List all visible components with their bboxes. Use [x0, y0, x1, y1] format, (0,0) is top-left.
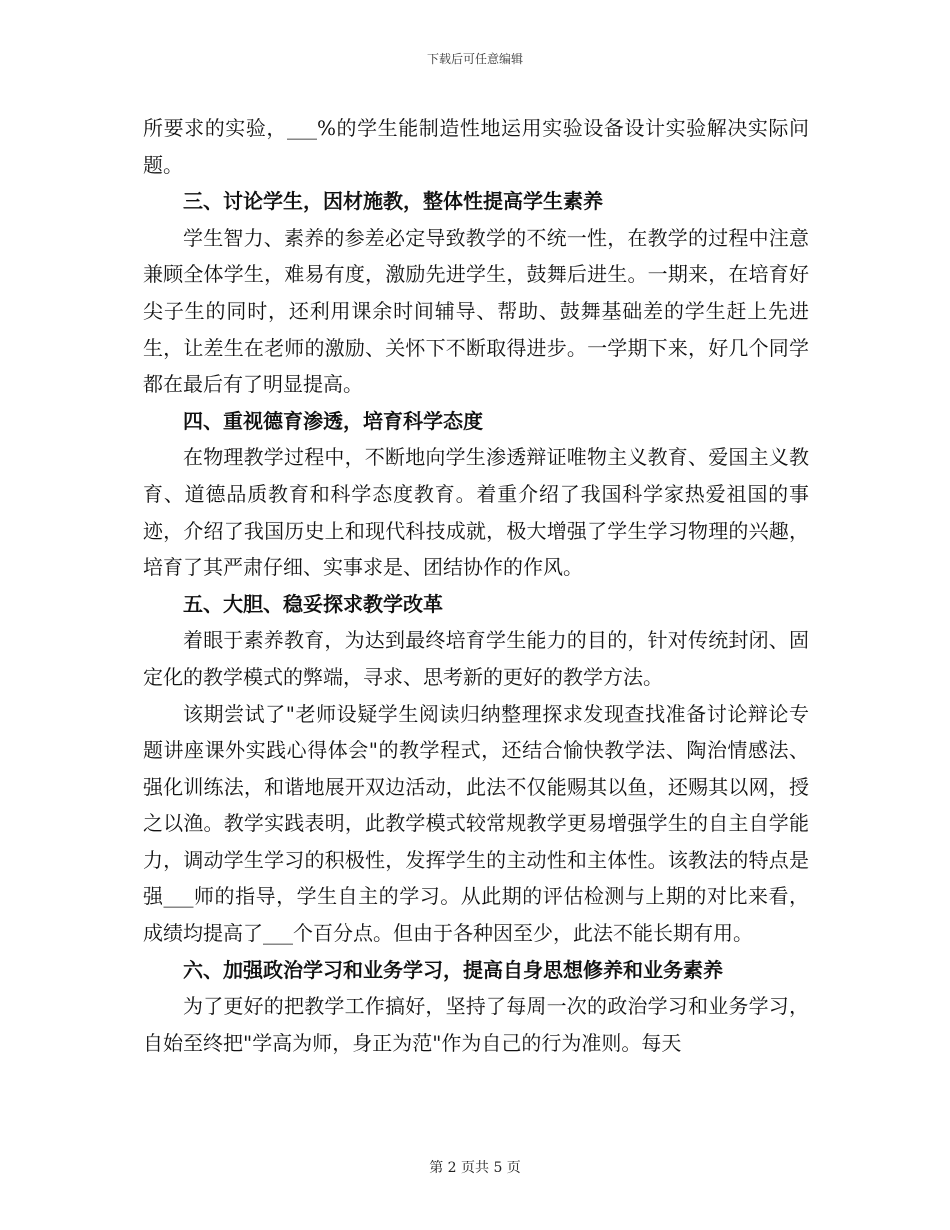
paragraph: 着眼于素养教育，为达到最终培育学生能力的目的，针对传统封闭、固定化的教学模式的弊端，寻求、思考新的更好的教学方法。: [143, 628, 809, 689]
paragraph: 学生智力、素养的参差必定导致教学的不统一性，在教学的过程中注意兼顾全体学生，难易有度，激励先进学生，鼓舞后进生。一期来，在培育好尖子生的同时，还利用课余时间辅导、帮助、鼓舞基础差的学生赶上先进生，让差生在老师的激励、关怀下不断取得进步。一学期下来，好几个同学都在最后有了明显提高。: [143, 225, 809, 397]
paragraph: 为了更好的把教学工作搞好，坚持了每周一次的政治学习和业务学习，自始至终把"学高为师，身正为范"作为自己的行为准则。每天: [143, 994, 809, 1055]
paragraph: 所要求的实验，___%的学生能制造性地运用实验设备设计实验解决实际问题。: [143, 116, 809, 177]
section-heading: 三、讨论学生，因材施教，整体性提高学生素养: [183, 189, 603, 214]
section-heading: 六、加强政治学习和业务学习，提高自身思想修养和业务素养: [183, 957, 723, 982]
paragraph: 该期尝试了"老师设疑学生阅读归纳整理探求发现查找准备讨论辩论专题讲座课外实践心得体会"的教学程式，还结合愉快教学法、陶治情感法、强化训练法，和谐地展开双边活动，此法不仅能赐其以鱼，还赐其以网，授之以渔。教学实践表明，此教学模式较常规教学更易增强学生的自主自学能力，调动学生学习的积极性，发挥学生的主动性和主体性。该教法的特点是强___师的指导，学生自主的学习。从此期的评估检测与上期的对比来看，成绩均提高了___个百分点。但由于各种因至少，此法不能长期有用。: [143, 701, 809, 946]
page-footer: 第 2 页共 5 页: [429, 1160, 521, 1176]
section-heading: 五、大胆、稳妥探求教学改革: [183, 591, 443, 616]
paragraph: 在物理教学过程中，不断地向学生渗透辩证唯物主义教育、爱国主义教育、道德品质教育和科学态度教育。着重介绍了我国科学家热爱祖国的事迹，介绍了我国历史上和现代科技成就，极大增强了学生学习物理的兴趣，培育了其严肃仔细、实事求是、团结协作的作风。: [143, 445, 809, 580]
document-body: [143, 110, 809, 1061]
page-header: 下载后可任意编辑: [426, 52, 523, 66]
section-heading: 四、重视德育渗透，培育科学态度: [183, 408, 483, 433]
